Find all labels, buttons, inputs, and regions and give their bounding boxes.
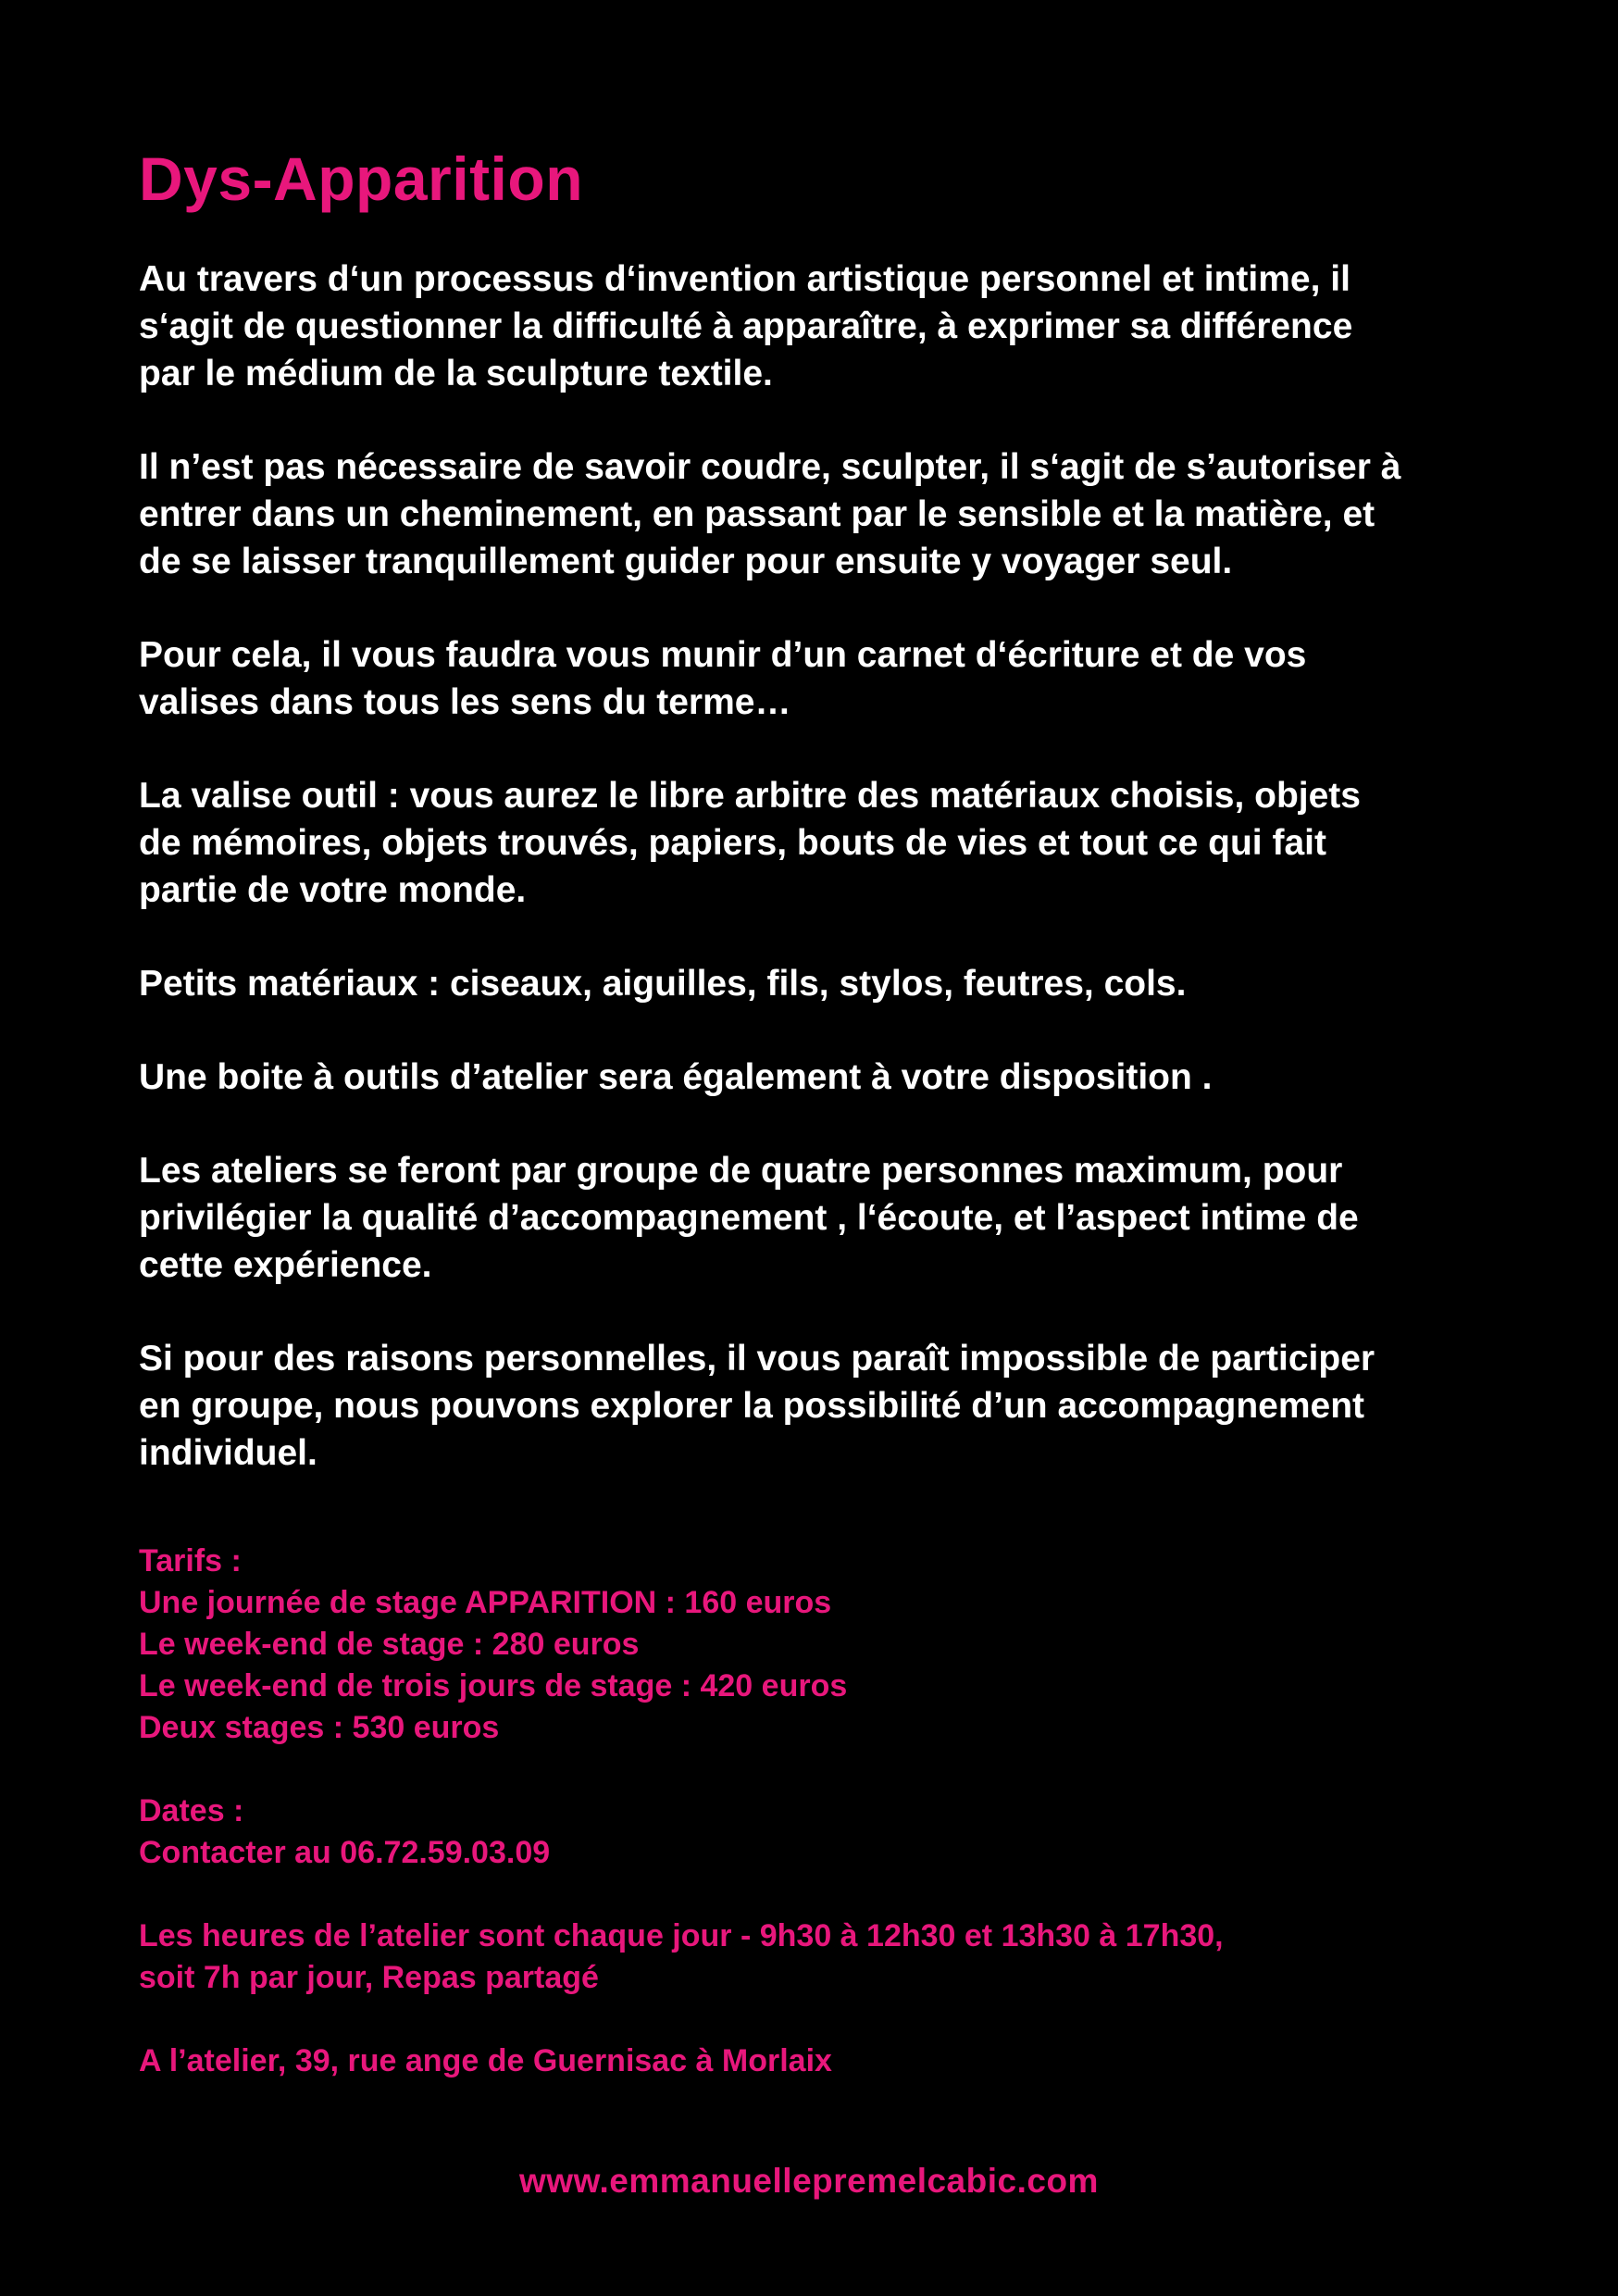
paragraph-intro: Au travers d‘un processus d‘invention artistique personnel et intime, il s‘agit de questionner la difficulté à apparaître, à exprimer sa différence par le médium de la sculpture textile.	[139, 259, 1353, 393]
hours-line-2: soit 7h par jour, Repas partagé	[139, 1960, 599, 1995]
tarif-item: Deux stages : 530 euros	[139, 1710, 500, 1745]
practical-info	[139, 1541, 1500, 2124]
tarif-item: Une journée de stage APPARITION : 160 euros	[139, 1585, 832, 1620]
tarifs-heading: Tarifs :	[139, 1543, 242, 1578]
dates-block	[139, 1791, 1500, 1874]
hours-block	[139, 1915, 1500, 1999]
page-title: Dys-Apparition	[139, 144, 584, 213]
contact-phone[interactable]: Contacter au 06.72.59.03.09	[139, 1835, 551, 1870]
description-body	[139, 256, 1500, 1523]
address-block	[139, 2040, 1500, 2082]
tarif-item: Le week-end de stage : 280 euros	[139, 1627, 640, 1662]
address: A l’atelier, 39, rue ange de Guernisac à Morlaix	[139, 2043, 832, 2078]
website-link[interactable]: www.emmanuellepremelcabic.com	[519, 2162, 1099, 2200]
hours-line-1: Les heures de l’atelier sont chaque jour - 9h30 à 12h30 et 13h30 à 17h30,	[139, 1918, 1224, 1953]
tarif-item: Le week-end de trois jours de stage : 420 euros	[139, 1668, 848, 1703]
paragraph-individual: Si pour des raisons personnelles, il vous paraît impossible de participer en groupe, nous pouvons explorer la possibilité d’un accompagnement individuel.	[139, 1339, 1375, 1473]
paragraph-toolbox: Une boite à outils d’atelier sera également à votre disposition .	[139, 1057, 1213, 1097]
paragraph-no-skill-needed: Il n’est pas nécessaire de savoir coudre, sculpter, il s‘agit de s’autoriser à entrer dans un cheminement, en passant par le sensible et la matière, et de se laisser tranquillement guider pour ensuite y voyager seul.	[139, 447, 1401, 581]
paragraph-tool-suitcase: La valise outil : vous aurez le libre arbitre des matériaux choisis, objets de mémoires, objets trouvés, papiers, bouts de vies et tout ce qui fait partie de votre monde.	[139, 776, 1361, 910]
tarifs-block	[139, 1541, 1500, 1749]
paragraph-small-materials: Petits matériaux : ciseaux, aiguilles, fils, stylos, feutres, cols.	[139, 964, 1187, 1004]
paragraph-group-size: Les ateliers se feront par groupe de quatre personnes maximum, pour privilégier la qualité d’accompagnement , l‘écoute, et l’aspect intime de cette expérience.	[139, 1151, 1359, 1285]
paragraph-notebook: Pour cela, il vous faudra vous munir d’un carnet d‘écriture et de vos valises dans tous les sens du terme…	[139, 635, 1307, 722]
dates-heading: Dates :	[139, 1793, 244, 1828]
